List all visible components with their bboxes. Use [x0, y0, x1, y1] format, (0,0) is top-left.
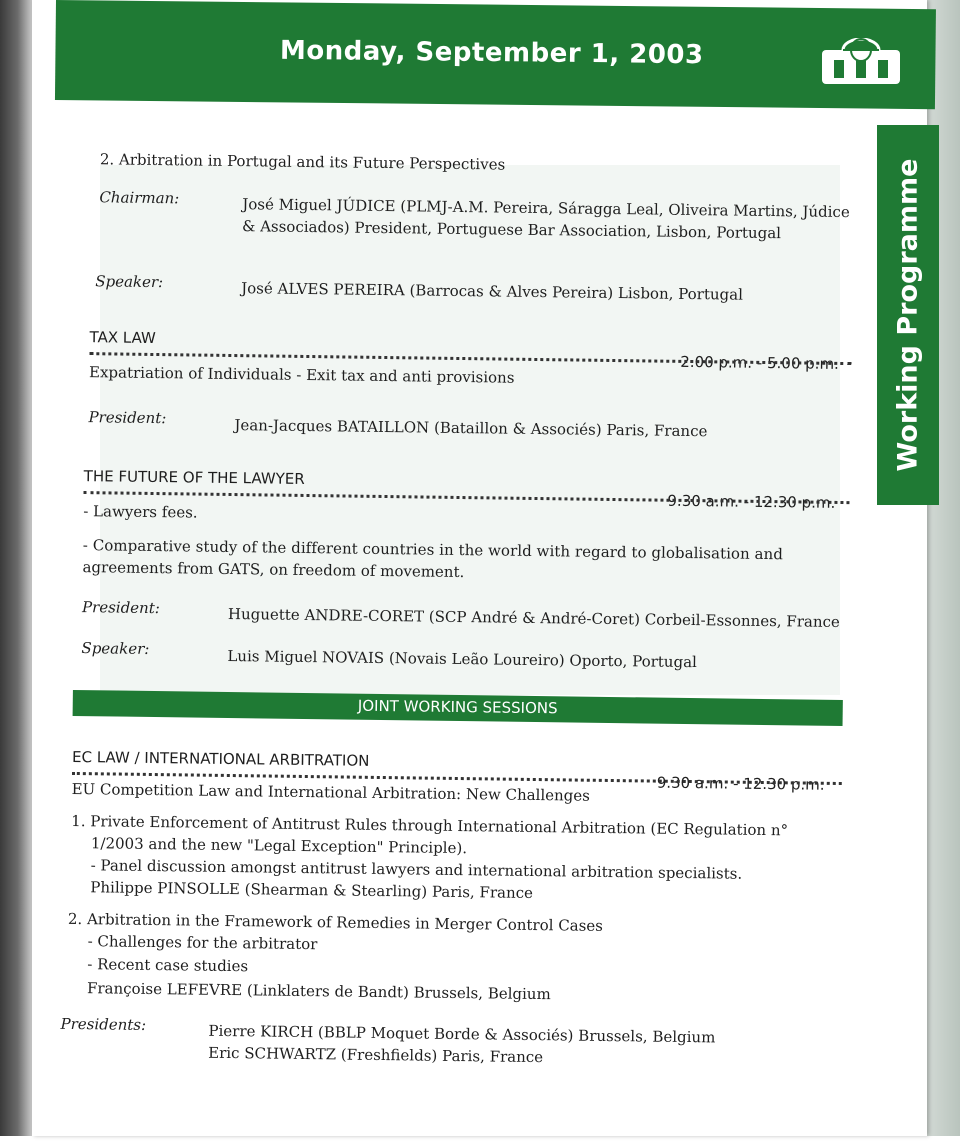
ec-president2: Eric SCHWARTZ (Freshfields) Paris, France — [208, 1043, 544, 1067]
ec-presidents-label: Presidents: — [60, 1014, 147, 1034]
chairman-text-line1: José Miguel JÚDICE (PLMJ-A.M. Pereira, Sáragga Leal, Oliveira Martins, Júdice — [242, 195, 850, 222]
ec-title: EC LAW / INTERNATIONAL ARBITRATION — [71, 747, 370, 770]
future-item1: - Lawyers fees. — [83, 502, 198, 522]
page-title: Monday, September 1, 2003 — [279, 35, 704, 71]
future-speaker-text: Luis Miguel NOVAIS (Novais Leão Loureiro) Oporto, Portugal — [227, 646, 697, 672]
ec-p2-line4: Françoise LEFEVRE (Linklaters de Bandt) Brussels, Belgium — [86, 979, 551, 1004]
ec-p2-line1: 2. Arbitration in the Framework of Remedies in Merger Control Cases — [67, 909, 604, 935]
joint-sessions-band — [73, 690, 843, 726]
ec-p1-line3: - Panel discussion amongst antitrust lawyers and international arbitration specialists. — [90, 856, 743, 883]
tax-president-label: President: — [88, 408, 167, 428]
chairman-text-line2: & Associados) President, Portuguese Bar Association, Lisbon, Portugal — [241, 217, 782, 243]
ec-p1-line4: Philippe PINSOLLE (Shearman & Stearling) Paris, France — [90, 878, 534, 902]
chairman-label: Chairman: — [99, 188, 180, 208]
ec-time: 9.30 a.m. - 12.30 p.m. — [656, 773, 825, 794]
future-time: 9.30 a.m. - 12.30 p.m. — [667, 491, 836, 512]
ec-p1-line1: 1. Private Enforcement of Antitrust Rules through International Arbitration (EC Regulation n° — [71, 811, 789, 840]
ec-p2-line2: - Challenges for the arbitrator — [87, 932, 318, 954]
speaker-text: José ALVES PEREIRA (Barrocas & Alves Pereira) Lisbon, Portugal — [241, 279, 744, 304]
joint-sessions-label: JOINT WORKING SESSIONS — [357, 696, 558, 718]
tax-law-subtitle: Expatriation of Individuals - Exit tax and anti provisions — [88, 363, 515, 387]
future-speaker-label: Speaker: — [81, 639, 150, 658]
future-president-label: President: — [81, 598, 160, 618]
portugal-heading: 2. Arbitration in Portugal and its Future Perspectives — [99, 150, 506, 174]
ec-p2-line3: - Recent case studies — [87, 955, 249, 976]
ec-president1: Pierre KIRCH (BBLP Moquet Borde & Associés) Brussels, Belgium — [208, 1021, 716, 1047]
ec-subtitle: EU Competition Law and International Arbitration: New Challenges — [71, 779, 591, 805]
future-title: THE FUTURE OF THE LAWYER — [83, 467, 305, 488]
future-president-text: Huguette ANDRE-CORET (SCP André & André-Coret) Corbeil-Essonnes, France — [227, 604, 840, 631]
side-tab-label: Working Programme — [892, 158, 924, 472]
tax-president-text: Jean-Jacques BATAILLON (Bataillon & Associés) Paris, France — [234, 416, 708, 441]
speaker-label: Speaker: — [95, 272, 164, 292]
future-item2-line2: agreements from GATS, on freedom of movement. — [82, 558, 465, 582]
future-item2-line1: - Comparative study of the different countries in the world with regard to globalisation and — [82, 536, 784, 564]
ec-p1-line2: 1/2003 and the new "Legal Exception" Principle). — [90, 834, 468, 858]
tax-law-title: TAX LAW — [89, 328, 156, 348]
tax-law-time: 2.00 p.m. - 5.00 p.m. — [680, 352, 840, 373]
